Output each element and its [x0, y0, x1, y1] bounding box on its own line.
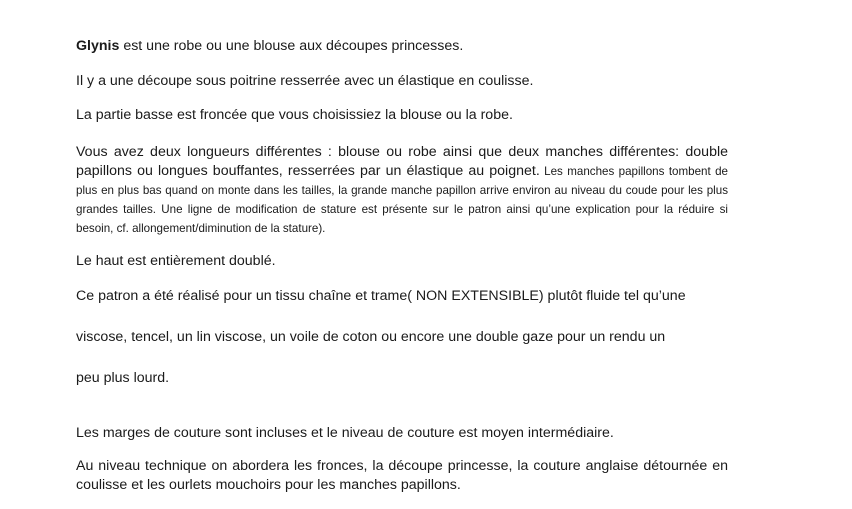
techniques-paragraph: Au niveau technique on abordera les fronces, la découpe princesse, la couture anglaise détournée en coulisse et les ourlets mouchoirs pour les manches papillons.: [76, 458, 728, 493]
product-name: Glynis: [76, 38, 120, 54]
seam-allowance-paragraph: Les marges de couture sont incluses et le niveau de couture est moyen intermédiaire.: [76, 425, 614, 441]
intro-text: est une robe ou une blouse aux découpes princesses.: [119, 38, 464, 54]
lining-paragraph: Le haut est entièrement doublé.: [76, 253, 276, 269]
intro-paragraph: [76, 37, 463, 56]
lengths-sleeves-text: Vous avez deux longueurs différentes : blouse ou robe ainsi que deux manches différentes: double papillons ou longues bouffantes, resserrées par un élastique au poignet.: [76, 144, 728, 179]
fabric-line-2: viscose, tencel, un lin viscose, un voile de coton ou encore une double gaze pour un rendu un: [76, 329, 666, 345]
fabric-line-3: peu plus lourd.: [76, 370, 170, 386]
lengths-sleeves-paragraph: [76, 143, 728, 238]
bust-seam-paragraph: Il y a une découpe sous poitrine resserrée avec un élastique en coulisse.: [76, 73, 534, 89]
gathered-bottom-paragraph: La partie basse est froncée que vous choisissiez la blouse ou la robe.: [76, 107, 513, 123]
sleeve-details-note: Les manches papillons tombent de plus en plus bas quand on monte dans les tailles, la grande manche papillon arrive environ au niveau du coude pour les plus grandes tailles. Une ligne de modification de stature est présente sur le patron ainsi qu’une explication pour la réduire si besoin, cf. allongement/diminution de la stature).: [76, 165, 728, 235]
fabric-line-1: Ce patron a été réalisé pour un tissu chaîne et trame( NON EXTENSIBLE) plutôt fluide tel qu’une: [76, 288, 686, 304]
